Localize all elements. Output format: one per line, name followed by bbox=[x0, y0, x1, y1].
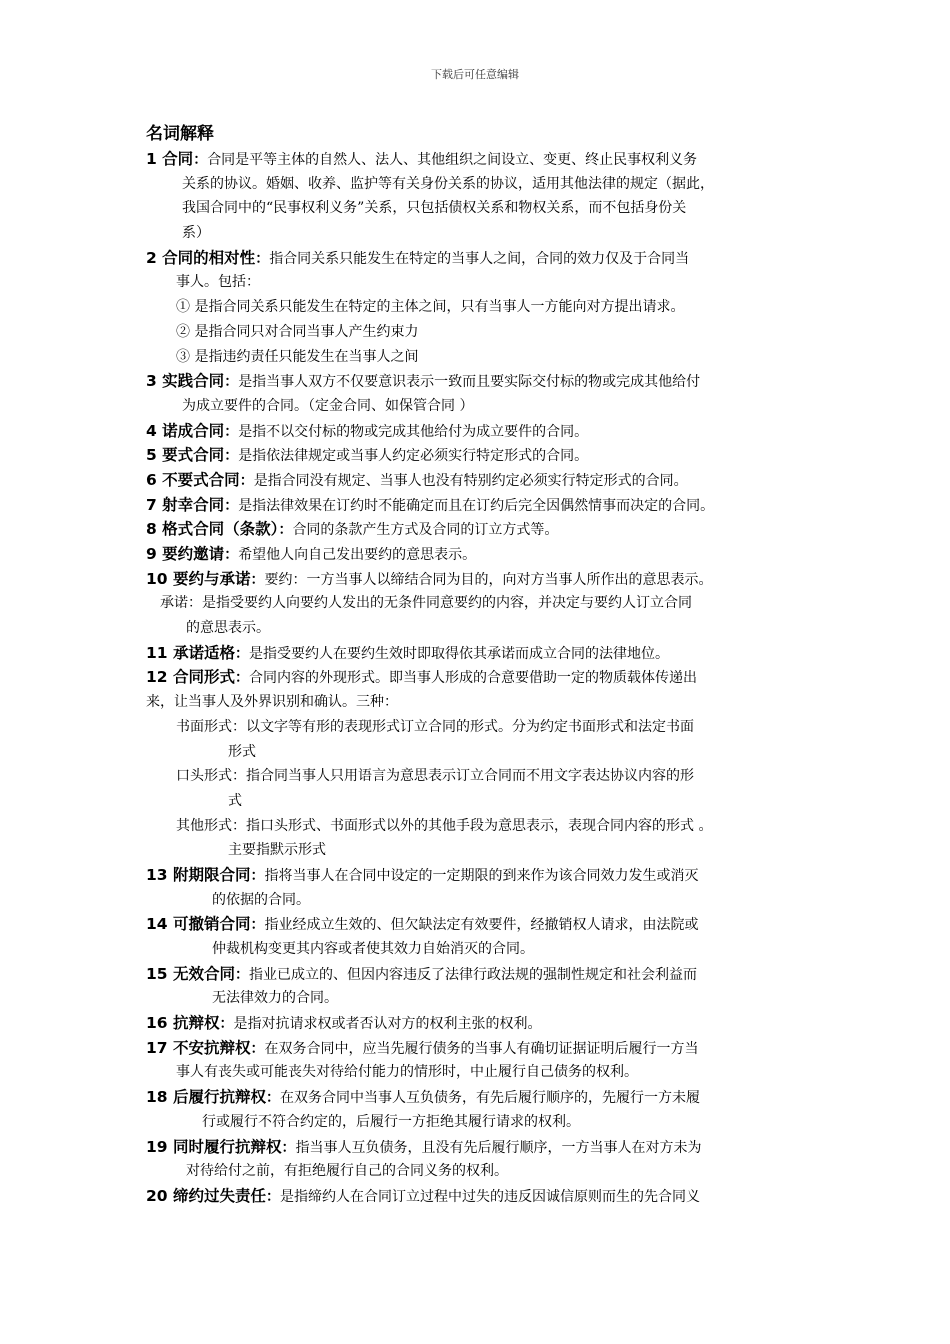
entry-3-cont: 为成立要件的合同。（定金合同、如保管合同 ） bbox=[182, 397, 474, 414]
list-item: 其他形式：指口头形式、书面形式以外的其他手段为意思表示，表现合同内容的形式 。 bbox=[176, 817, 713, 834]
entry-15-cont: 无法律效力的合同。 bbox=[212, 990, 338, 1007]
term: 17 不安抗辩权 bbox=[146, 1038, 251, 1057]
term: 3 实践合同 bbox=[146, 372, 225, 391]
list-item-cont: 式 bbox=[228, 792, 242, 809]
list-item: 口头形式：指合同当事人只用语言为意思表示订立合同而不用文字表达协议内容的形 bbox=[176, 768, 694, 785]
entry-18: 18 后履行抗辩权：在双务合同中当事人互负债务，有先后履行顺序的，先履行一方未履 bbox=[146, 1088, 700, 1107]
term: 1 合同 bbox=[146, 150, 194, 168]
definition: 合同是平等主体的自然人、法人、其他组织之间设立、变更、终止民事权利义务 bbox=[207, 152, 698, 168]
term: 9 要约邀请 bbox=[146, 545, 225, 563]
definition: 是指当事人双方不仅要意识表示一致而且要实际交付标的物或完成其他给付 bbox=[238, 374, 701, 391]
definition: 是指合同没有规定、当事人也没有特别约定必须实行特定形式的合同。 bbox=[253, 472, 688, 489]
entry-19-cont: 对待给付之前，有拒绝履行自己的合同义务的权利。 bbox=[186, 1163, 508, 1180]
term: 20 缔约过失责任 bbox=[146, 1186, 266, 1205]
entry-13: 13 附期限合同：指将当事人在合同中设定的一定期限的到来作为该合同效力发生或消灭 bbox=[146, 865, 699, 884]
entry-12: 12 合同形式：合同内容的外现形式。即当事人形成的合意要借助一定的物质载体传递出 bbox=[146, 668, 697, 687]
definition: 是指依法律规定或当事人约定必须实行特定形式的合同。 bbox=[238, 448, 589, 465]
entry-2-cont: 事人。包括： bbox=[176, 274, 260, 291]
entry-1-cont: 关系的协议。婚姻、收养、监护等有关身份关系的协议，适用其他法律的规定（据此， bbox=[182, 175, 714, 192]
entry-2: 2 合同的相对性：指合同关系只能发生在特定的当事人之间，合同的效力仅及于合同当 bbox=[146, 248, 690, 267]
entry-14: 14 可撤销合同：指业经成立生效的、但欠缺法定有效要件，经撤销权人请求，由法院或 bbox=[146, 915, 699, 934]
entry-7: 7 射幸合同：是指法律效果在订约时不能确定而且在订约后完全因偶然情事而决定的合同。 bbox=[146, 495, 715, 514]
definition: 在双务合同中，应当先履行债务的当事人有确切证据证明后履行一方当 bbox=[264, 1040, 699, 1057]
definition: 指当事人互负债务，且没有先后履行顺序，一方当事人在对方未为 bbox=[295, 1139, 702, 1156]
definition: 指业经成立生效的、但欠缺法定有效要件，经撤销权人请求，由法院或 bbox=[264, 917, 699, 934]
document-body bbox=[146, 122, 826, 1209]
entry-17-cont: 事人有丧失或可能丧失对待给付能力的情形时，中止履行自己债务的权利。 bbox=[176, 1064, 638, 1081]
entry-17: 17 不安抗辩权：在双务合同中，应当先履行债务的当事人有确切证据证明后履行一方当 bbox=[146, 1038, 699, 1057]
term: 5 要式合同 bbox=[146, 446, 225, 465]
entry-16: 16 抗辩权：是指对抗请求权或者否认对方的权利主张的权利。 bbox=[146, 1014, 542, 1033]
entry-1-cont: 我国合同中的“民事权利义务”关系，只包括债权关系和物权关系，而不包括身份关 bbox=[182, 200, 687, 217]
entry-10-cont: 的意思表示。 bbox=[186, 620, 270, 637]
entry-10: 10 要约与承诺：要约：一方当事人以缔结合同为目的，向对方当事人所作出的意思表示。 bbox=[146, 569, 713, 588]
term: 19 同时履行抗辩权 bbox=[146, 1137, 282, 1156]
definition: 要约：一方当事人以缔结合同为目的，向对方当事人所作出的意思表示。 bbox=[264, 571, 713, 588]
term: 16 抗辩权 bbox=[146, 1014, 220, 1033]
term: 10 要约与承诺 bbox=[146, 569, 251, 588]
entry-13-cont: 的依据的合同。 bbox=[212, 891, 310, 908]
term: 15 无效合同 bbox=[146, 964, 235, 983]
entry-9: 9 要约邀请：希望他人向自己发出要约的意思表示。 bbox=[146, 545, 477, 563]
entry-5: 5 要式合同：是指依法律规定或当事人约定必须实行特定形式的合同。 bbox=[146, 446, 589, 465]
list-item: 书面形式：以文字等有形的表现形式订立合同的形式。分为约定书面形式和法定书面 bbox=[176, 718, 694, 735]
entry-1: 1 合同：合同是平等主体的自然人、法人、其他组织之间设立、变更、终止民事权利义务 bbox=[146, 150, 698, 168]
definition: 是指受要约人在要约生效时即取得依其承诺而成立合同的法律地位。 bbox=[248, 645, 669, 662]
term: 6 不要式合同 bbox=[146, 470, 240, 489]
definition: 合同的条款产生方式及合同的订立方式等。 bbox=[292, 522, 559, 539]
term: 13 附期限合同 bbox=[146, 865, 251, 884]
definition: 是指法律效果在订约时不能确定而且在订约后完全因偶然情事而决定的合同。 bbox=[238, 497, 715, 514]
term: 8 格式合同（条款） bbox=[146, 520, 279, 539]
entry-14-cont: 仲裁机构变更其内容或者使其效力自始消灭的合同。 bbox=[212, 941, 534, 957]
list-item-cont: 主要指默示形式 bbox=[228, 842, 326, 859]
definition: 是指不以交付标的物或完成其他给付为成立要件的合同。 bbox=[238, 423, 589, 440]
list-item: ① 是指合同关系只能发生在特定的主体之间，只有当事人一方能向对方提出请求。 bbox=[176, 299, 685, 316]
entry-20: 20 缔约过失责任：是指缔约人在合同订立过程中过失的违反因诚信原则而生的先合同义 bbox=[146, 1186, 700, 1205]
entry-1-cont: 系） bbox=[182, 225, 210, 242]
entry-10-cont: 承诺：是指受要约人向要约人发出的无条件同意要约的内容，并决定与要约人订立合同 bbox=[160, 595, 692, 612]
definition: 指合同关系只能发生在特定的当事人之间，合同的效力仅及于合同当 bbox=[269, 250, 690, 267]
entry-11: 11 承诺适格：是指受要约人在要约生效时即取得依其承诺而成立合同的法律地位。 bbox=[146, 643, 669, 662]
list-item: ② 是指合同只对合同当事人产生约束力 bbox=[176, 323, 419, 340]
term: 7 射幸合同 bbox=[146, 495, 225, 514]
term: 18 后履行抗辩权 bbox=[146, 1088, 266, 1107]
entry-3: 3 实践合同：是指当事人双方不仅要意识表示一致而且要实际交付标的物或完成其他给付 bbox=[146, 372, 701, 391]
definition: 在双务合同中当事人互负债务，有先后履行顺序的，先履行一方未履 bbox=[279, 1090, 700, 1107]
term: 4 诺成合同 bbox=[146, 421, 225, 440]
term: 2 合同的相对性 bbox=[146, 248, 256, 267]
entry-8: 8 格式合同（条款）：合同的条款产生方式及合同的订立方式等。 bbox=[146, 520, 559, 539]
term: 14 可撤销合同 bbox=[146, 915, 251, 934]
definition: 希望他人向自己发出要约的意思表示。 bbox=[238, 547, 477, 563]
definition: 指业已成立的、但因内容违反了法律行政法规的强制性规定和社会利益而 bbox=[248, 966, 697, 983]
term: 12 合同形式 bbox=[146, 668, 235, 687]
list-item: ③ 是指违约责任只能发生在当事人之间 bbox=[176, 348, 419, 365]
section-title: 名词解释 bbox=[146, 124, 214, 144]
entry-18-cont: 行或履行不符合约定的，后履行一方拒绝其履行请求的权利。 bbox=[202, 1113, 580, 1130]
definition: 合同内容的外现形式。即当事人形成的合意要借助一定的物质载体传递出 bbox=[248, 670, 697, 687]
definition: 指将当事人在合同中设定的一定期限的到来作为该合同效力发生或消灭 bbox=[264, 867, 699, 884]
entry-4: 4 诺成合同：是指不以交付标的物或完成其他给付为成立要件的合同。 bbox=[146, 421, 589, 440]
definition: 是指对抗请求权或者否认对方的权利主张的权利。 bbox=[233, 1016, 542, 1033]
entry-15: 15 无效合同：指业已成立的、但因内容违反了法律行政法规的强制性规定和社会利益而 bbox=[146, 964, 697, 983]
entry-19: 19 同时履行抗辩权：指当事人互负债务，且没有先后履行顺序，一方当事人在对方未为 bbox=[146, 1137, 702, 1156]
list-item-cont: 形式 bbox=[228, 743, 256, 760]
term: 11 承诺适格 bbox=[146, 643, 235, 662]
page-header: 下载后可任意编辑 bbox=[431, 68, 519, 81]
entry-6: 6 不要式合同：是指合同没有规定、当事人也没有特别约定必须实行特定形式的合同。 bbox=[146, 470, 688, 489]
definition: 是指缔约人在合同订立过程中过失的违反因诚信原则而生的先合同义 bbox=[279, 1188, 700, 1205]
entry-12-cont: 来，让当事人及外界识别和确认。三种： bbox=[146, 694, 398, 711]
